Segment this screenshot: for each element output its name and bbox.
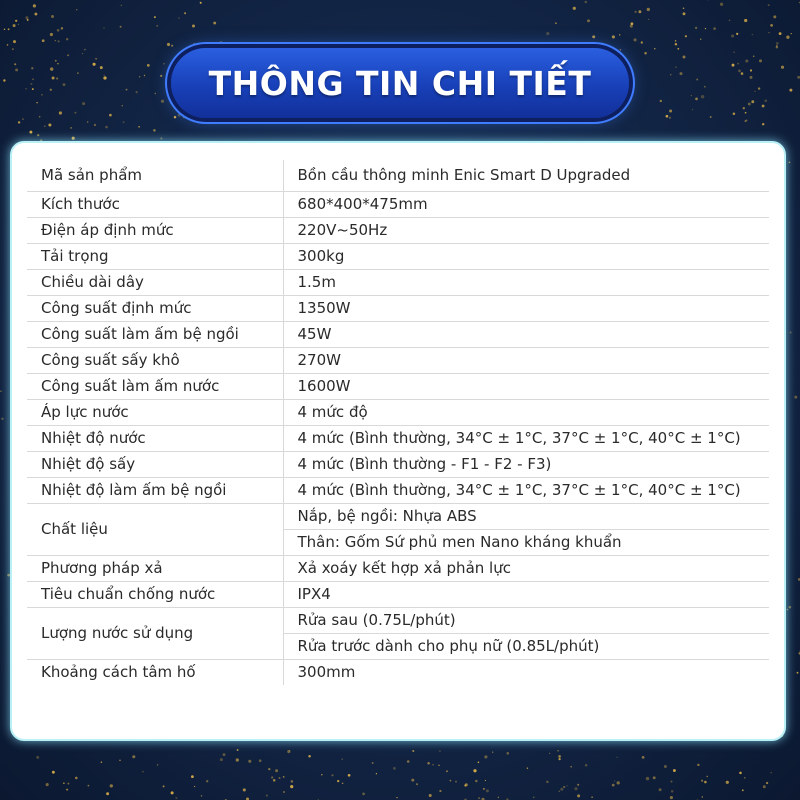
spec-label: Kích thước [27,192,283,218]
title-banner [171,48,629,118]
spec-value: 4 mức (Bình thường - F1 - F2 - F3) [283,452,769,478]
spec-label: Nhiệt độ làm ấm bệ ngồi [27,478,283,504]
spec-value: IPX4 [283,582,769,608]
table-row [27,160,769,192]
spec-value: Xả xoáy kết hợp xả phản lực [283,556,769,582]
table-row [27,400,769,426]
table-row [27,478,769,504]
spec-label: Công suất làm ấm bệ ngồi [27,322,283,348]
spec-value: Nắp, bệ ngồi: Nhựa ABS [283,504,769,530]
spec-value: 4 mức (Bình thường, 34°C ± 1°C, 37°C ± 1°C, 40°C ± 1°C) [283,478,769,504]
table-row [27,426,769,452]
spec-value: 4 mức (Bình thường, 34°C ± 1°C, 37°C ± 1°C, 40°C ± 1°C) [283,426,769,452]
spec-value: 300mm [283,660,769,686]
spec-label: Điện áp định mức [27,218,283,244]
spec-value: 680*400*475mm [283,192,769,218]
spec-label: Tải trọng [27,244,283,270]
table-row [27,582,769,608]
spec-value: 1.5m [283,270,769,296]
spec-label: Lượng nước sử dụng [27,608,283,660]
spec-label: Phương pháp xả [27,556,283,582]
table-row [27,192,769,218]
spec-value: 270W [283,348,769,374]
spec-value: 4 mức độ [283,400,769,426]
table-row [27,374,769,400]
spec-label: Công suất làm ấm nước [27,374,283,400]
page-title: THÔNG TIN CHI TIẾT [208,63,592,103]
table-row [27,218,769,244]
spec-panel [10,141,786,741]
spec-label: Khoảng cách tâm hố [27,660,283,686]
spec-value: Rửa sau (0.75L/phút) [283,608,769,634]
spec-label: Áp lực nước [27,400,283,426]
table-row [27,452,769,478]
table-row [27,348,769,374]
spec-label: Công suất sấy khô [27,348,283,374]
table-row [27,660,769,686]
spec-value: 220V~50Hz [283,218,769,244]
table-row [27,556,769,582]
table-row [27,608,769,634]
spec-value: Thân: Gốm Sứ phủ men Nano kháng khuẩn [283,530,769,556]
spec-value: 45W [283,322,769,348]
spec-value: 300kg [283,244,769,270]
spec-label: Nhiệt độ nước [27,426,283,452]
spec-label: Tiêu chuẩn chống nước [27,582,283,608]
table-row [27,504,769,530]
table-row [27,270,769,296]
spec-table [27,160,769,685]
table-row [27,244,769,270]
spec-value: 1600W [283,374,769,400]
spec-label: Chiều dài dây [27,270,283,296]
table-row [27,296,769,322]
spec-label: Mã sản phẩm [27,160,283,192]
spec-label: Nhiệt độ sấy [27,452,283,478]
spec-value: Bồn cầu thông minh Enic Smart D Upgraded [283,160,769,192]
spec-value: 1350W [283,296,769,322]
spec-value: Rửa trước dành cho phụ nữ (0.85L/phút) [283,634,769,660]
spec-label: Chất liệu [27,504,283,556]
spec-label: Công suất định mức [27,296,283,322]
table-row [27,322,769,348]
